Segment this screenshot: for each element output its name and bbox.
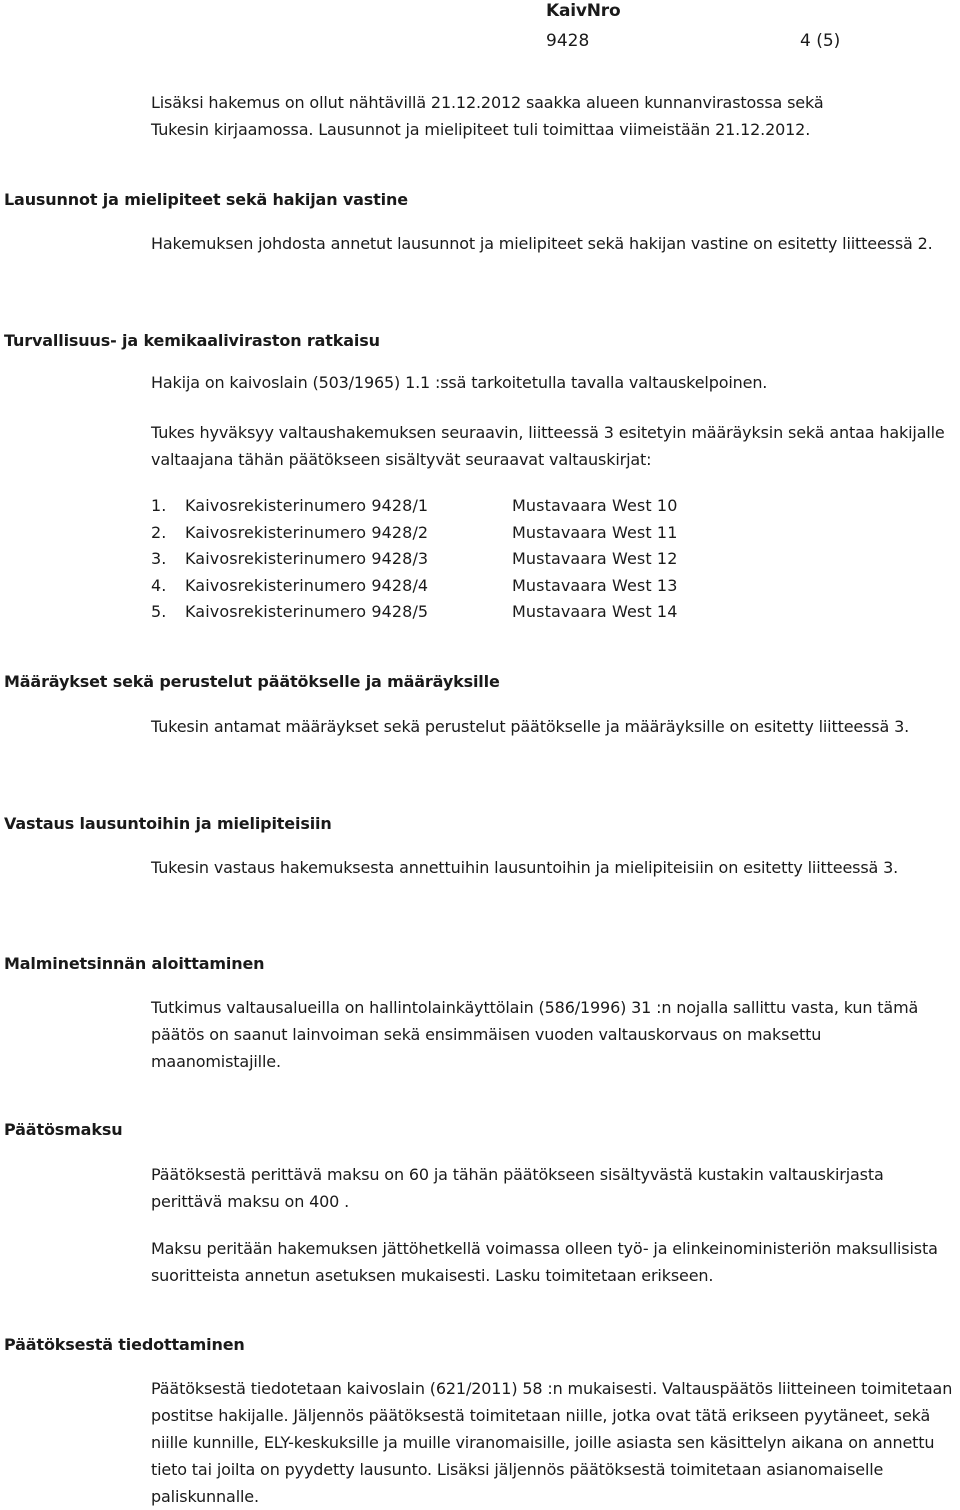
decision-paragraph-1: Hakija on kaivoslain (503/1965) 1.1 :ssä tarkoitetulla tavalla valtauskelpoinen. — [151, 373, 768, 392]
claim-item — [151, 546, 732, 573]
kaivnro-number: 9428 — [546, 31, 590, 51]
claim-item — [151, 599, 732, 626]
claim-name: Mustavaara West 14 — [512, 602, 678, 621]
kaivnro-label: KaivNro — [546, 1, 621, 21]
heading-regulations: Määräykset sekä perustelut päätökselle ja määräyksille — [4, 672, 500, 691]
intro-line-2: Tukesin kirjaamossa. Lausunnot ja mielipiteet tuli toimittaa viimeistään 21.12.2012. — [151, 120, 811, 139]
claim-list — [151, 493, 732, 626]
claim-item — [151, 520, 732, 547]
responses-paragraph: Tukesin vastaus hakemuksesta annettuihin lausuntoihin ja mielipiteisiin on esitetty liitteessä 3. — [151, 858, 899, 877]
claim-number: 1. — [151, 496, 167, 515]
claim-name: Mustavaara West 13 — [512, 575, 678, 595]
heading-fee: Päätösmaksu — [4, 1120, 123, 1139]
page-number: 4 (5) — [800, 31, 841, 51]
claim-name: Mustavaara West 11 — [512, 522, 678, 542]
intro-line-1: Lisäksi hakemus on ollut nähtävillä 21.12.2012 saakka alueen kunnanvirastossa sekä — [151, 93, 824, 112]
decision-paragraph-2: Tukes hyväksyy valtaushakemuksen seuraavin, liitteessä 3 esitetyin määräyksin sekä antaa hakijalle valtaajana tähän päätökseen sisältyvät seuraavat valtauskirjat: — [151, 423, 945, 469]
exploration-paragraph: Tutkimus valtausalueilla on hallintolainkäyttölain (586/1996) 31 :n nojalla sallittu vasta, kun tämä päätös on saanut lainvoiman sekä ensimmäisen vuoden valtauskorvaus on maksettu maanomistajille. — [151, 998, 919, 1071]
claim-name: Mustavaara West 12 — [512, 549, 678, 568]
claim-registry: Kaivosrekisterinumero 9428/5 — [185, 602, 429, 621]
claim-registry: Kaivosrekisterinumero 9428/2 — [185, 522, 429, 542]
claim-registry: Kaivosrekisterinumero 9428/3 — [185, 549, 429, 568]
heading-decision: Turvallisuus- ja kemikaaliviraston ratkaisu — [4, 331, 380, 350]
fee-paragraph-2: Maksu peritään hakemuksen jättöhetkellä voimassa olleen työ- ja elinkeinoministeriön maksullisista suoritteista annetun asetuksen mukaisesti. Lasku toimitetaan erikseen. — [151, 1239, 938, 1285]
claim-item — [151, 493, 732, 520]
heading-statements: Lausunnot ja mielipiteet sekä hakijan vastine — [4, 190, 408, 209]
claim-number: 4. — [151, 575, 167, 595]
claim-number: 3. — [151, 549, 167, 568]
intro-paragraph — [151, 89, 960, 143]
heading-notification: Päätöksestä tiedottaminen — [4, 1335, 245, 1354]
notification-paragraph: Päätöksestä tiedotetaan kaivoslain (621/2011) 58 :n mukaisesti. Valtauspäätös liitteineen toimitetaan postitse hakijalle. Jäljennös päätöksestä toimitetaan niille, jotka ovat tätä erikseen pyytäneet, sekä niille kunnille, ELY-keskuksille ja muille viranomaisille, joille asiasta sen käsittelyn aikana on annettu tieto tai joilta on pyydetty lausunto. Lisäksi jäljennös päätöksestä toimitetaan asianomaiselle paliskunnalle. — [151, 1379, 953, 1506]
claim-name: Mustavaara West 10 — [512, 496, 678, 515]
claim-registry: Kaivosrekisterinumero 9428/1 — [185, 496, 429, 515]
regulations-paragraph: Tukesin antamat määräykset sekä perustelut päätökselle ja määräyksille on esitetty liitteessä 3. — [151, 717, 910, 736]
claim-item — [151, 573, 732, 600]
heading-exploration: Malminetsinnän aloittaminen — [4, 954, 265, 973]
statements-paragraph: Hakemuksen johdosta annetut lausunnot ja mielipiteet sekä hakijan vastine on esitetty liitteessä 2. — [151, 234, 933, 253]
heading-responses: Vastaus lausuntoihin ja mielipiteisiin — [4, 814, 332, 833]
claim-number: 2. — [151, 522, 167, 542]
claim-registry: Kaivosrekisterinumero 9428/4 — [185, 575, 429, 595]
fee-paragraph-1: Päätöksestä perittävä maksu on 60 ja tähän päätökseen sisältyvästä kustakin valtauskirjasta perittävä maksu on 400 . — [151, 1165, 884, 1211]
claim-number: 5. — [151, 602, 167, 621]
